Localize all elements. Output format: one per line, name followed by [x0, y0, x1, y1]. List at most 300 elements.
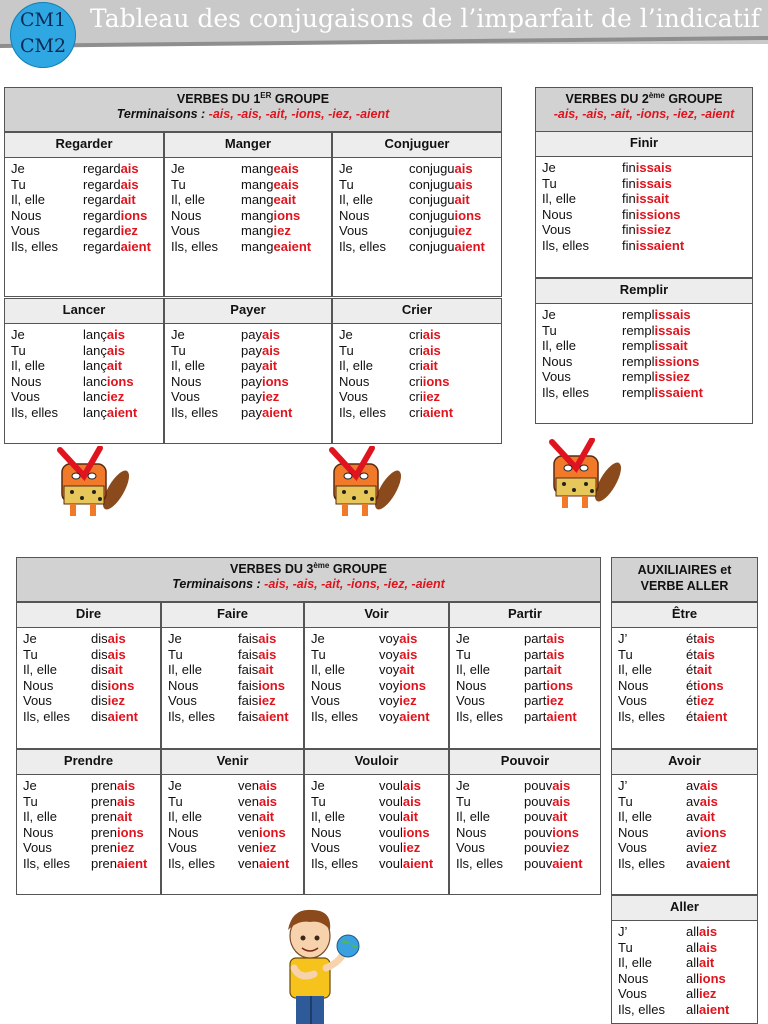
- verb-form: [379, 647, 417, 663]
- verb-stem: voul: [379, 824, 403, 840]
- pronoun: Ils, elles: [171, 404, 218, 420]
- verb-stem: fin: [622, 222, 636, 237]
- verb-ending: aient: [402, 855, 434, 871]
- pronoun: Vous: [11, 223, 40, 238]
- verb-ending: aient: [696, 708, 728, 724]
- pronoun: Tu: [618, 939, 633, 955]
- verb-stem: pouv: [524, 809, 553, 824]
- verb-ending: aient: [546, 708, 577, 724]
- conjugation-row: [450, 693, 600, 709]
- verb-ending: aient: [552, 855, 583, 871]
- verb-stem: regard: [83, 176, 121, 192]
- pronoun: Vous: [171, 389, 200, 404]
- conjugation-row: [305, 794, 448, 810]
- verb-ending: iez: [454, 223, 472, 238]
- pronoun: Je: [11, 161, 25, 176]
- conjugation-row: [612, 647, 757, 663]
- pronoun: Nous: [23, 677, 54, 693]
- verb-form: [409, 161, 473, 177]
- verb-ending: ais: [258, 793, 278, 809]
- verb-header-aller: Aller: [611, 895, 758, 921]
- verb-header-conjuguer: Conjuguer: [332, 132, 502, 158]
- pronoun: Vous: [618, 840, 647, 855]
- verb-ending: ais: [402, 778, 421, 793]
- verb-stem: voul: [379, 809, 403, 824]
- verb-ending: ait: [399, 662, 415, 677]
- verb-stem: pay: [241, 389, 262, 404]
- pronoun: Vous: [168, 693, 197, 708]
- page-title: Tableau des conjugaisons de l’imparfait de l’indicatif: [90, 4, 761, 33]
- group-2-header: [535, 87, 753, 132]
- verb-form: [241, 192, 296, 208]
- verb-ending: ais: [258, 631, 277, 646]
- verb-form: [379, 693, 417, 709]
- verb-form: [409, 239, 485, 255]
- verb-stem: rempl: [622, 369, 655, 384]
- conjugation-row: [17, 647, 160, 663]
- verb-header-manger: Manger: [164, 132, 332, 158]
- conjugation-row: [536, 323, 752, 339]
- pronoun: Tu: [11, 342, 26, 358]
- verb-ending: ait: [258, 809, 275, 824]
- group-3-sup: ème: [313, 561, 330, 570]
- conjugation-row: [162, 825, 303, 841]
- pronoun: Je: [23, 631, 37, 646]
- conjugation-row: [5, 327, 163, 343]
- verb-ending: aient: [120, 238, 151, 254]
- verb-header-faire: Faire: [161, 602, 304, 628]
- verb-ending: ions: [696, 677, 724, 693]
- verb-ending: ais: [117, 793, 136, 809]
- verb-stem: cri: [409, 373, 423, 389]
- pronoun: Il, elle: [542, 191, 576, 206]
- pronoun: Ils, elles: [542, 384, 589, 400]
- verb-ending: aient: [454, 238, 485, 254]
- conjugation-row: [333, 374, 501, 390]
- verb-stem: av: [686, 778, 700, 793]
- verb-form: [686, 971, 726, 987]
- verb-form: [238, 678, 285, 694]
- pronoun: Il, elle: [618, 955, 652, 970]
- verb-ending: iez: [699, 986, 717, 1001]
- verb-stem: fais: [238, 646, 259, 662]
- conjugation-row: [165, 358, 331, 374]
- verb-table-remplir: [535, 303, 753, 424]
- conjugation-row: [305, 840, 448, 856]
- pronoun: Tu: [171, 342, 186, 358]
- verb-stem: ét: [686, 631, 697, 646]
- conjugation-row: [612, 924, 757, 940]
- verb-ending: issaient: [654, 384, 703, 400]
- conjugation-row: [5, 208, 163, 224]
- verb-form: [241, 223, 291, 239]
- verb-stem: conjugu: [409, 192, 455, 207]
- pronoun: Ils, elles: [311, 708, 358, 724]
- conjugation-row: [17, 631, 160, 647]
- pronoun: Nous: [339, 373, 370, 389]
- verb-stem: conjugu: [409, 223, 455, 238]
- group-2-sup: ème: [648, 91, 665, 100]
- verb-table-pouvoir: [449, 774, 601, 895]
- verb-stem: voul: [379, 855, 403, 871]
- conjugation-row: [612, 955, 757, 971]
- pronoun: Tu: [542, 175, 557, 191]
- conjugation-row: [5, 374, 163, 390]
- pronoun: Nous: [542, 206, 573, 222]
- verb-ending: issais: [654, 307, 691, 322]
- verb-form: [622, 222, 671, 238]
- verb-ending: issiez: [635, 222, 672, 237]
- pronoun: Vous: [23, 840, 52, 855]
- verb-stem: fais: [238, 631, 259, 646]
- verb-stem: dis: [91, 662, 108, 677]
- verb-form: [686, 693, 714, 709]
- pronoun: Je: [456, 631, 470, 646]
- verb-form: [524, 709, 577, 725]
- verb-ending: ait: [422, 358, 438, 373]
- pronoun: Ils, elles: [542, 237, 589, 253]
- auxiliaries-line-1: AUXILIAIRES et: [637, 563, 732, 577]
- conjugation-row: [5, 223, 163, 239]
- verb-ending: eais: [273, 161, 299, 176]
- conjugation-row: [450, 631, 600, 647]
- pronoun: Ils, elles: [11, 404, 58, 420]
- verb-form: [238, 809, 274, 825]
- pronoun: Ils, elles: [11, 238, 58, 254]
- conjugation-row: [612, 709, 757, 725]
- verb-form: [83, 374, 134, 390]
- group-1-term-values: -ais, -ais, -ait, -ions, -iez, -aient: [208, 107, 390, 121]
- conjugation-row: [162, 709, 303, 725]
- verb-stem: regard: [83, 223, 121, 238]
- verb-ending: aient: [258, 855, 290, 871]
- verb-stem: pren: [91, 793, 118, 809]
- verb-ending: ait: [546, 662, 562, 677]
- pronoun: Il, elle: [456, 662, 490, 677]
- level-badge: [10, 2, 76, 68]
- pronoun: Tu: [456, 793, 471, 809]
- pronoun: J’: [618, 924, 628, 939]
- verb-form: [622, 323, 691, 339]
- pronoun: Nous: [618, 824, 649, 840]
- verb-stem: fin: [622, 160, 636, 175]
- conjugation-row: [162, 693, 303, 709]
- pronoun: Il, elle: [23, 662, 57, 677]
- verb-form: [686, 840, 717, 856]
- verb-form: [524, 662, 562, 678]
- pronoun: Nous: [171, 373, 202, 389]
- conjugation-row: [333, 208, 501, 224]
- verb-form: [241, 327, 280, 343]
- verb-stem: part: [524, 662, 547, 677]
- conjugation-row: [450, 840, 600, 856]
- pronoun: Il, elle: [311, 662, 345, 677]
- verb-ending: iez: [258, 693, 276, 708]
- verb-table-regarder: [4, 157, 164, 297]
- verb-ending: ais: [107, 646, 126, 662]
- verb-form: [622, 191, 669, 207]
- verb-ending: ait: [261, 358, 278, 373]
- verb-stem: fin: [622, 206, 636, 222]
- verb-ending: ions: [399, 677, 426, 693]
- pronoun: Tu: [23, 646, 38, 662]
- pronoun: Je: [171, 327, 185, 342]
- verb-ending: iez: [399, 693, 417, 708]
- group-2-term-values: -ais, -ais, -ait, -ions, -iez, -aient: [553, 107, 735, 121]
- verb-stem: cri: [409, 389, 423, 404]
- verb-form: [622, 307, 691, 323]
- verb-ending: aient: [699, 1001, 730, 1017]
- verb-stem: conjugu: [409, 238, 455, 254]
- verb-stem: mang: [241, 238, 274, 254]
- verb-header-vouloir: Vouloir: [304, 749, 449, 775]
- verb-form: [83, 239, 151, 255]
- verb-stem: lanç: [83, 327, 107, 342]
- verb-stem: ven: [238, 778, 259, 793]
- conjugation-row: [305, 693, 448, 709]
- verb-stem: rempl: [622, 322, 655, 338]
- verb-stem: pay: [241, 373, 262, 389]
- conjugation-row: [333, 343, 501, 359]
- conjugation-row: [305, 709, 448, 725]
- conjugation-row: [165, 374, 331, 390]
- pronoun: Il, elle: [542, 338, 576, 353]
- pronoun: Vous: [618, 986, 647, 1001]
- verb-ending: iez: [261, 389, 280, 404]
- conjugation-row: [5, 192, 163, 208]
- verb-stem: dis: [91, 693, 108, 708]
- pronoun: Il, elle: [168, 809, 202, 824]
- pronoun: Il, elle: [311, 809, 345, 824]
- verb-form: [409, 192, 470, 208]
- verb-form: [622, 385, 703, 401]
- verb-form: [379, 778, 421, 794]
- auxiliaries-line-2: VERBE ALLER: [640, 579, 729, 593]
- pronoun: Ils, elles: [618, 708, 665, 724]
- verb-stem: dis: [91, 708, 108, 724]
- conjugation-row: [165, 192, 331, 208]
- verb-form: [83, 208, 147, 224]
- verb-stem: all: [686, 939, 700, 955]
- verb-table-partir: [449, 627, 601, 749]
- pronoun: Nous: [11, 373, 42, 389]
- verb-form: [524, 856, 583, 872]
- verb-form: [686, 809, 715, 825]
- verb-form: [241, 343, 280, 359]
- verb-form: [686, 778, 718, 794]
- verb-stem: lanc: [83, 373, 107, 389]
- verb-ending: ais: [699, 924, 718, 939]
- verb-stem: fais: [238, 677, 259, 693]
- conjugation-row: [5, 161, 163, 177]
- verb-stem: ét: [686, 662, 697, 677]
- verb-form: [409, 358, 438, 374]
- conjugation-row: [162, 631, 303, 647]
- pronoun: Nous: [542, 353, 573, 369]
- verb-stem: dis: [91, 677, 108, 693]
- verb-ending: ais: [546, 631, 565, 646]
- verb-ending: ait: [106, 358, 123, 373]
- verb-form: [91, 631, 126, 647]
- conjugation-row: [165, 343, 331, 359]
- verb-ending: issaient: [635, 237, 685, 253]
- conjugation-row: [17, 678, 160, 694]
- pronoun: Ils, elles: [456, 855, 503, 871]
- conjugation-row: [450, 856, 600, 872]
- verb-ending: iez: [402, 840, 421, 855]
- verb-ending: ais: [117, 778, 136, 793]
- verb-form: [686, 794, 718, 810]
- verb-stem: voul: [379, 793, 403, 809]
- conjugation-row: [612, 778, 757, 794]
- verb-ending: ais: [699, 939, 718, 955]
- conjugation-row: [612, 693, 757, 709]
- verb-form: [524, 840, 570, 856]
- verb-header-venir: Venir: [161, 749, 304, 775]
- verb-ending: aient: [399, 708, 430, 724]
- verb-form: [238, 794, 277, 810]
- conjugation-row: [612, 971, 757, 987]
- verb-stem: ven: [238, 809, 259, 824]
- pronoun: Je: [168, 778, 182, 793]
- verb-form: [379, 856, 433, 872]
- conjugation-row: [17, 825, 160, 841]
- verb-ending: ait: [699, 809, 715, 824]
- verb-stem: part: [524, 646, 547, 662]
- conjugation-row: [536, 354, 752, 370]
- verb-ending: ais: [699, 793, 718, 809]
- pronoun: Ils, elles: [456, 708, 503, 724]
- verb-ending: ais: [422, 342, 441, 358]
- conjugation-row: [536, 238, 752, 254]
- verb-stem: part: [524, 708, 547, 724]
- verb-form: [241, 208, 300, 224]
- boy-with-globe-icon: [270, 902, 370, 1024]
- conjugation-row: [333, 192, 501, 208]
- verb-form: [83, 161, 139, 177]
- verb-ending: aient: [107, 708, 138, 724]
- verb-ending: ais: [106, 342, 125, 358]
- badge-line-2: CM2: [19, 35, 67, 57]
- verb-ending: issions: [635, 206, 681, 222]
- pronoun: Il, elle: [456, 809, 490, 824]
- pronoun: Tu: [168, 793, 183, 809]
- verb-ending: ions: [107, 677, 135, 693]
- verb-table-payer: [164, 323, 332, 444]
- pronoun: Il, elle: [168, 662, 202, 677]
- verb-ending: iez: [699, 840, 718, 855]
- verb-form: [241, 389, 279, 405]
- conjugation-row: [165, 327, 331, 343]
- pronoun: Je: [542, 307, 556, 322]
- conjugation-row: [612, 840, 757, 856]
- verb-stem: rempl: [622, 307, 655, 322]
- verb-form: [686, 678, 724, 694]
- verb-table-avoir: [611, 774, 758, 895]
- verb-stem: fin: [622, 237, 636, 253]
- verb-ending: ais: [258, 646, 277, 662]
- verb-stem: voul: [379, 778, 403, 793]
- conjugation-row: [612, 794, 757, 810]
- pronoun: Tu: [339, 342, 354, 358]
- conjugation-row: [165, 389, 331, 405]
- verb-ending: ais: [422, 327, 441, 342]
- verb-ending: eaient: [273, 238, 312, 254]
- pronoun: Nous: [618, 970, 649, 986]
- verb-ending: ions: [552, 824, 579, 840]
- verb-form: [622, 176, 672, 192]
- verb-stem: pren: [91, 809, 118, 824]
- verb-header-lancer: Lancer: [4, 298, 164, 324]
- verb-form: [83, 343, 125, 359]
- verb-form: [91, 678, 134, 694]
- verb-table-etre: [611, 627, 758, 749]
- pronoun: Nous: [168, 677, 199, 693]
- group-2-suffix: GROUPE: [664, 92, 723, 106]
- pronoun: Tu: [171, 176, 186, 192]
- verb-stem: regard: [83, 161, 121, 176]
- conjugation-row: [333, 327, 501, 343]
- conjugation-row: [5, 239, 163, 255]
- conjugation-row: [450, 778, 600, 794]
- verb-ending: ais: [552, 778, 571, 793]
- verb-stem: fais: [238, 693, 259, 708]
- verb-form: [622, 207, 681, 223]
- conjugation-row: [165, 161, 331, 177]
- conjugation-row: [162, 778, 303, 794]
- verb-ending: ions: [546, 677, 574, 693]
- pronoun: Nous: [311, 824, 342, 840]
- pronoun: Ils, elles: [23, 855, 70, 871]
- conjugation-row: [162, 856, 303, 872]
- pronoun: Ils, elles: [618, 1001, 665, 1017]
- verb-stem: regard: [83, 238, 121, 254]
- verb-stem: fais: [238, 708, 259, 724]
- verb-ending: iez: [117, 840, 135, 855]
- group-3-term-label: Terminaisons :: [172, 577, 265, 591]
- verb-table-faire: [161, 627, 304, 749]
- conjugation-row: [5, 343, 163, 359]
- pronoun: Vous: [542, 222, 571, 237]
- verb-ending: ais: [399, 631, 418, 646]
- verb-stem: mang: [241, 207, 274, 223]
- verb-stem: pouv: [524, 855, 553, 871]
- verb-form: [91, 709, 138, 725]
- verb-table-dire: [16, 627, 161, 749]
- verb-header-remplir: Remplir: [535, 278, 753, 304]
- conjugation-row: [305, 809, 448, 825]
- verb-form: [238, 662, 273, 678]
- conjugation-row: [536, 385, 752, 401]
- pronoun: Tu: [23, 793, 38, 809]
- verb-form: [524, 825, 579, 841]
- group-3-suffix: GROUPE: [329, 562, 388, 576]
- verb-form: [379, 631, 417, 647]
- verb-form: [524, 778, 570, 794]
- verb-ending: iez: [107, 693, 125, 708]
- verb-ending: ait: [107, 662, 123, 677]
- group-1-header: [4, 87, 502, 132]
- verb-form: [686, 924, 717, 940]
- verb-form: [409, 389, 440, 405]
- conjugation-row: [612, 809, 757, 825]
- verb-form: [686, 662, 712, 678]
- verb-ending: ait: [402, 809, 419, 824]
- conjugation-row: [612, 825, 757, 841]
- pronoun: Vous: [168, 840, 197, 855]
- verb-stem: av: [686, 809, 700, 824]
- verb-ending: ais: [106, 327, 125, 342]
